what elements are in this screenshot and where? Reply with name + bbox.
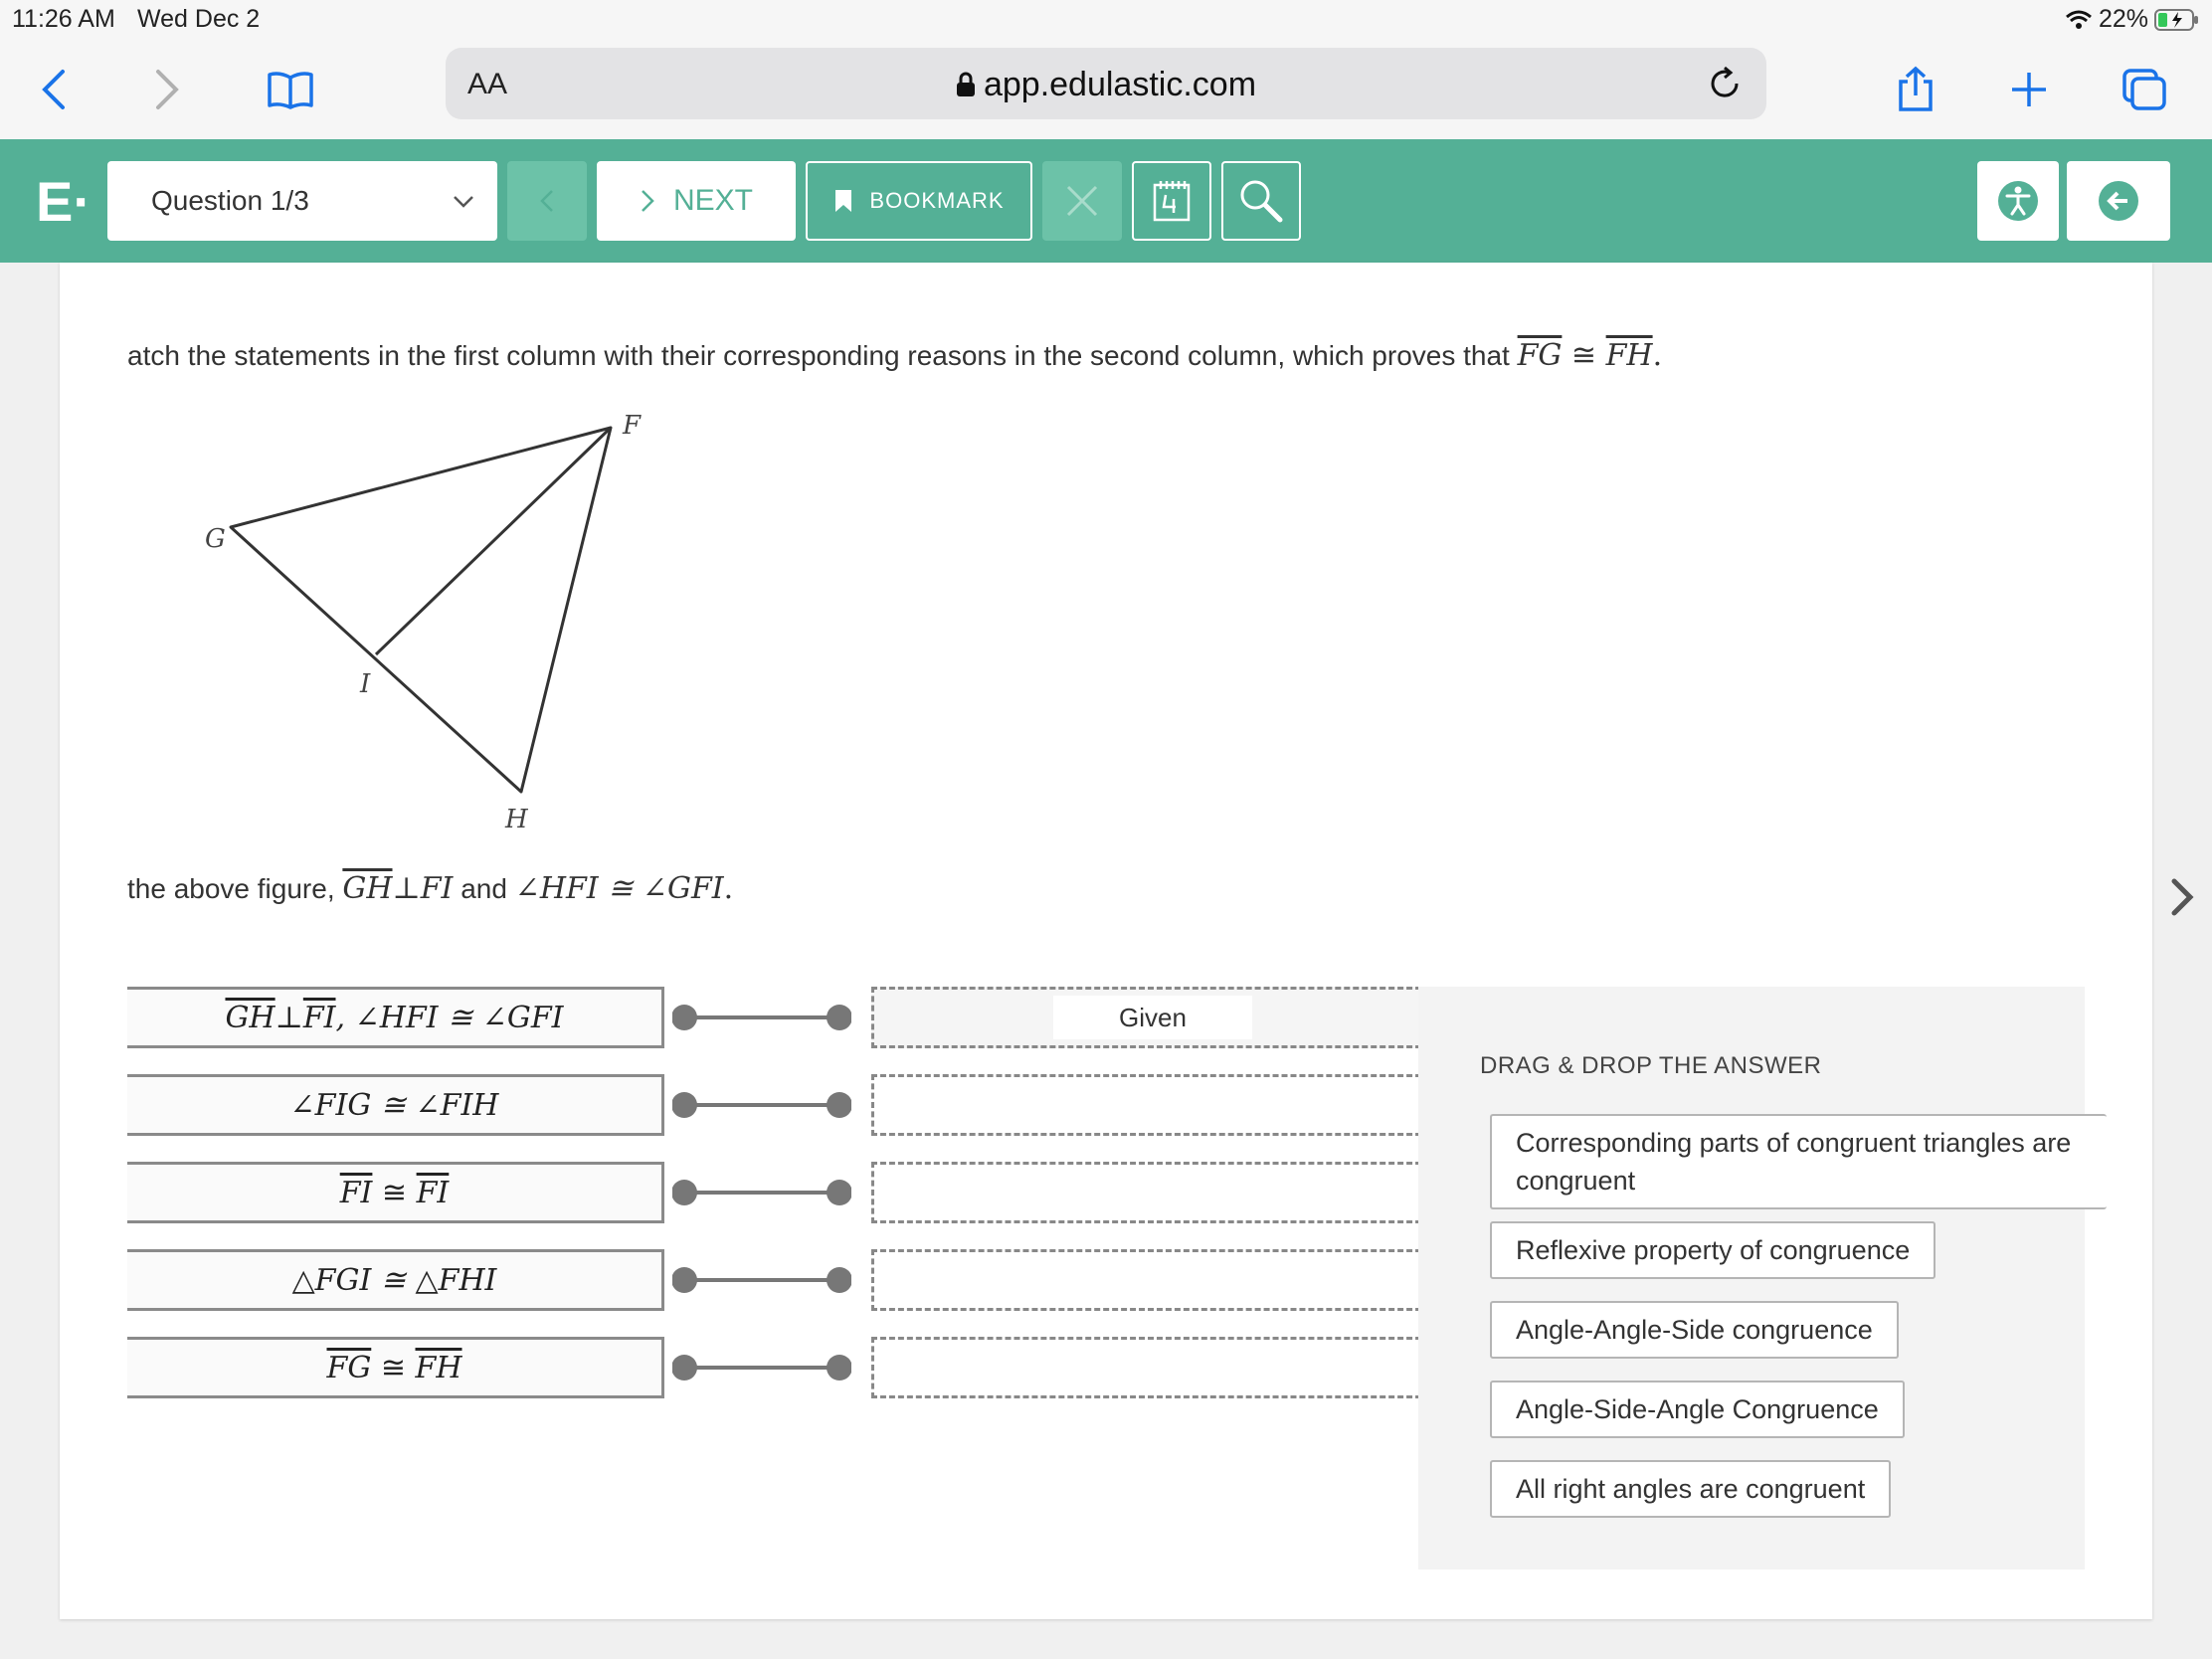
- prompt-segment-fh: $\overline{FH}$: [1605, 338, 1653, 373]
- triangle-figure: [139, 402, 656, 839]
- app-logo: E·: [36, 170, 92, 233]
- question-select-label: Question 1/3: [151, 185, 309, 216]
- statement-text: [340, 1176, 450, 1210]
- connector-line: [672, 1003, 851, 1032]
- answer-choice[interactable]: All right angles are congruent: [1490, 1460, 1891, 1518]
- question-prompt: [127, 338, 1662, 373]
- previous-button[interactable]: [507, 161, 587, 241]
- statement-symbol: ⊥: [275, 1000, 303, 1035]
- given-end: .: [723, 871, 734, 906]
- given-prefix: the above figure,: [127, 873, 335, 904]
- next-label: NEXT: [672, 184, 753, 217]
- statement-text: [327, 1351, 462, 1385]
- reload-icon[interactable]: [1707, 66, 1743, 101]
- vertex-label-g: G: [205, 524, 226, 554]
- vertex-label-i: I: [360, 669, 371, 699]
- statement-text: ∠FIG ≅ ∠FIH: [289, 1087, 499, 1123]
- statement-segment: $\overline{FH}$: [415, 1350, 462, 1385]
- status-right: [2065, 5, 2200, 34]
- answer-panel-title: DRAG & DROP THE ANSWER: [1480, 1052, 1822, 1079]
- statement-box[interactable]: [127, 1074, 664, 1136]
- statement-box[interactable]: [127, 1162, 664, 1223]
- chevron-right-icon[interactable]: [2168, 875, 2196, 919]
- prompt-congruent: ≅: [1562, 338, 1606, 373]
- prompt-end: .: [1652, 338, 1663, 373]
- bookmark-button[interactable]: [806, 161, 1032, 241]
- url-text: [446, 66, 1766, 104]
- chevron-left-icon: [539, 188, 555, 214]
- reason-drop-zone[interactable]: [871, 1249, 1430, 1311]
- answer-choice[interactable]: Angle-Angle-Side congruence: [1490, 1301, 1899, 1359]
- connector-line: [672, 1353, 851, 1382]
- battery-icon: [2154, 8, 2200, 32]
- app-toolbar: [0, 139, 2212, 263]
- reason-drop-zone[interactable]: [871, 1337, 1430, 1398]
- given-and: and: [461, 873, 507, 904]
- statement-segment: $\overline{FI}$: [416, 1175, 450, 1210]
- prompt-math: [1518, 338, 1663, 373]
- answer-choice[interactable]: Angle-Side-Angle Congruence: [1490, 1381, 1905, 1438]
- eliminate-answer-button[interactable]: [1042, 161, 1122, 241]
- close-icon: [1065, 184, 1099, 218]
- bookmark-label: BOOKMARK: [869, 188, 1005, 213]
- next-button[interactable]: [597, 161, 796, 241]
- chevron-right-icon: [640, 188, 655, 214]
- given-segment-gh: $\overline{GH}$: [342, 871, 393, 906]
- prompt-text: atch the statements in the first column with their corresponding reasons in the second column, which proves that: [127, 340, 1510, 371]
- connector-line: [672, 1178, 851, 1207]
- status-time: 11:26 AM: [12, 5, 115, 33]
- tabs-icon[interactable]: [2115, 60, 2174, 119]
- forward-icon[interactable]: [137, 60, 197, 119]
- status-date: Wed Dec 2: [137, 5, 261, 33]
- text-size-button[interactable]: AA: [467, 68, 508, 100]
- statement-rest: , ∠HFI ≅ ∠GFI: [335, 1000, 564, 1035]
- statement-segment: $\overline{FI}$: [302, 1000, 336, 1035]
- vertex-label-h: H: [505, 805, 528, 834]
- statement-box[interactable]: [127, 987, 664, 1048]
- lock-icon: [956, 72, 976, 97]
- bookmarks-icon[interactable]: [261, 60, 320, 119]
- accessibility-button[interactable]: [1977, 161, 2059, 241]
- url-label: app.edulastic.com: [983, 66, 1257, 103]
- connector-line: [672, 1090, 851, 1120]
- statement-segment: $\overline{FG}$: [326, 1350, 372, 1385]
- search-icon: [1238, 178, 1284, 224]
- given-math-1: [342, 871, 453, 906]
- given-math-2: [515, 871, 734, 906]
- question-panel: [60, 263, 2152, 1619]
- statement-symbol: ≅: [371, 1350, 416, 1385]
- address-bar[interactable]: [446, 48, 1766, 119]
- statement-segment: $\overline{GH}$: [225, 1000, 276, 1035]
- reason-drop-zone[interactable]: [871, 987, 1430, 1048]
- reason-drop-zone[interactable]: [871, 1074, 1430, 1136]
- scratchpad-icon: [1152, 179, 1192, 223]
- prompt-segment-fg: $\overline{FG}$: [1517, 338, 1563, 373]
- share-icon[interactable]: [1886, 60, 1945, 119]
- question-select[interactable]: [107, 161, 497, 241]
- wifi-icon: [2065, 9, 2093, 31]
- scratchpad-button[interactable]: [1132, 161, 1211, 241]
- new-tab-icon[interactable]: [1999, 60, 2059, 119]
- bookmark-icon: [833, 188, 853, 214]
- answer-choice[interactable]: Corresponding parts of congruent triangles are congruent: [1490, 1114, 2107, 1209]
- statement-box[interactable]: [127, 1249, 664, 1311]
- magnifier-button[interactable]: [1221, 161, 1301, 241]
- accessibility-icon: [1997, 180, 2039, 222]
- battery-percent: 22%: [2098, 5, 2148, 33]
- statement-segment: $\overline{FI}$: [339, 1175, 373, 1210]
- connector-line: [672, 1265, 851, 1295]
- statement-text: △FGI ≅ △FHI: [291, 1262, 497, 1298]
- given-text: [127, 871, 733, 906]
- status-bar: [0, 0, 2212, 40]
- given-angles: ∠HFI ≅ ∠GFI: [514, 871, 724, 906]
- answer-choices-panel: [1418, 987, 2085, 1569]
- exit-icon: [2098, 180, 2139, 222]
- exit-button[interactable]: [2067, 161, 2170, 241]
- placed-answer[interactable]: Given: [1053, 996, 1252, 1039]
- vertex-label-f: F: [623, 411, 642, 441]
- back-icon[interactable]: [24, 60, 84, 119]
- chevron-down-icon: [452, 187, 475, 215]
- given-perp: ⊥FI: [392, 871, 454, 906]
- reason-drop-zone[interactable]: [871, 1162, 1430, 1223]
- answer-choice[interactable]: Reflexive property of congruence: [1490, 1221, 1936, 1279]
- statement-text: [225, 1001, 563, 1035]
- browser-bar: [0, 40, 2212, 140]
- statement-symbol: ≅: [372, 1175, 417, 1210]
- statement-box[interactable]: [127, 1337, 664, 1398]
